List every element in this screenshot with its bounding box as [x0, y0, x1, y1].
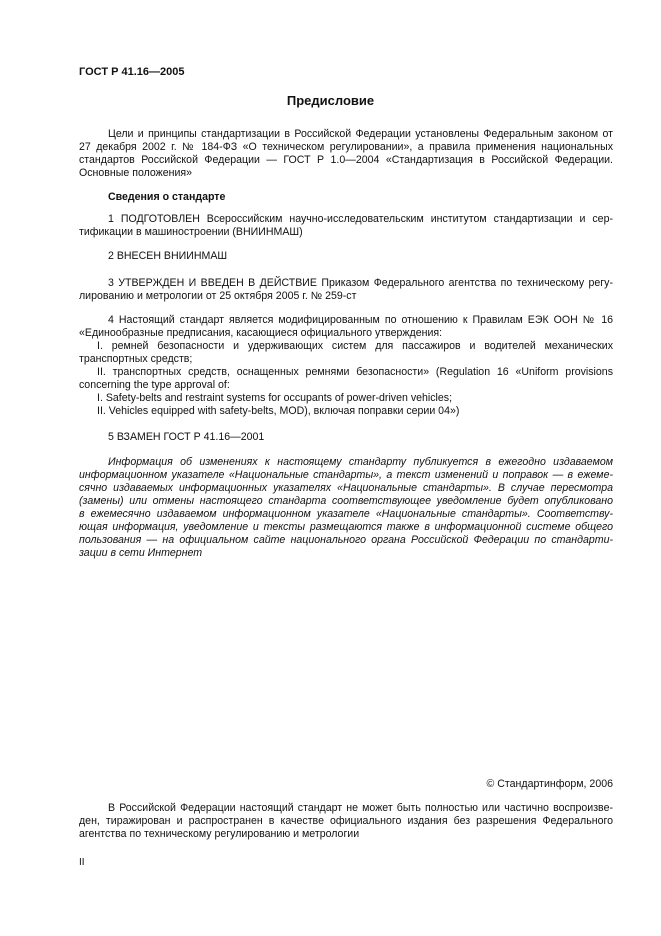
text-line: I. ремней безопасности и удерживающих систем для пассажиров и водителей механических	[97, 340, 613, 352]
text-line: concerning the type approval of:	[79, 379, 230, 391]
document-id: ГОСТ Р 41.16—2005	[79, 66, 185, 78]
text-line: информационном указателе «Национальные стандарты», а текст изменений и поправок — в ежеме-	[79, 469, 613, 481]
text-line: транспортных средств;	[79, 353, 193, 365]
intro-paragraph	[79, 128, 613, 180]
text-line: I. Safety-belts and restraint systems for occupants of power-driven vehicles;	[97, 392, 453, 404]
text-line: ден, тиражирован и распространен в качестве официального издания без разрешения Федерального	[79, 815, 613, 827]
text-line: (замены) или отмены настоящего стандарта соответствующее уведомление будет опубликовано	[79, 495, 613, 507]
text-line: 2 ВНЕСЕН ВНИИНМАШ	[108, 250, 228, 262]
item-5	[79, 431, 613, 444]
text-line: стандартов Российской Федерации — ГОСТ Р 1.0—2004 «Стандартизация в Российской Федерации.	[79, 154, 613, 166]
text-line: тификации в машиностроении (ВНИИНМАШ)	[79, 226, 303, 238]
text-line: в ежемесячно издаваемом информационном указателе «Национальные стандарты». Соответству-	[79, 508, 613, 520]
info-notice	[79, 456, 613, 560]
copyright: © Стандартинформ, 2006	[486, 778, 613, 790]
item-1	[79, 213, 613, 239]
text-line: II. транспортных средств, оснащенных ремнями безопасности» (Regulation 16 «Uniform provisions	[97, 366, 613, 378]
text-line: зации в сети Интернет	[79, 547, 203, 559]
text-line: ющая информация, уведомление и тексты размещаются также в информационной системе общего	[79, 521, 613, 533]
text-line: Цели и принципы стандартизации в Российской Федерации установлены Федеральным законом от	[108, 128, 613, 140]
text-line: агентства по техническому регулированию и метрологии	[79, 828, 360, 840]
text-line: 4 Настоящий стандарт является модифицированным по отношению к Правилам ЕЭК ООН № 16	[108, 314, 613, 326]
legal-notice	[79, 802, 613, 841]
text-line: II. Vehicles equipped with safety-belts, MOD), включая поправки серии 04»)	[97, 405, 460, 417]
text-line: 5 ВЗАМЕН ГОСТ Р 41.16—2001	[108, 431, 265, 443]
page-number: II	[79, 857, 85, 868]
text-line: «Единообразные предписания, касающиеся официального утверждения:	[79, 327, 443, 339]
item-2	[79, 250, 613, 263]
text-line: В Российской Федерации настоящий стандарт не может быть полностью или частично воспроизве-	[108, 802, 613, 814]
text-line: Информация об изменениях к настоящему стандарту публикуется в ежегодно издаваемом	[108, 456, 613, 468]
item-4	[79, 314, 613, 418]
page-title: Предисловие	[286, 93, 375, 108]
text-line: 3 УТВЕРЖДЕН И ВВЕДЕН В ДЕЙСТВИЕ Приказом Федерального агентства по техническому регу-	[108, 277, 613, 289]
section-heading: Сведения о стандарте	[108, 191, 226, 203]
text-line: сячно издаваемых информационных указателях «Национальные стандарты». В случае пересмотра	[79, 482, 613, 494]
item-3	[79, 277, 613, 303]
text-line: Основные положения»	[79, 167, 193, 179]
text-line: 1 ПОДГОТОВЛЕН Всероссийским научно-исследовательским институтом стандартизации и сер-	[108, 213, 613, 225]
text-line: пользования — на официальном сайте национального органа Российской Федерации по стандарти-	[79, 534, 613, 546]
text-line: 27 декабря 2002 г. № 184-ФЗ «О техническом регулировании», а правила применения национальных	[79, 141, 613, 153]
section-heading-block	[79, 191, 613, 204]
text-line: лированию и метрологии от 25 октября 2005 г. № 259-ст	[79, 290, 357, 302]
